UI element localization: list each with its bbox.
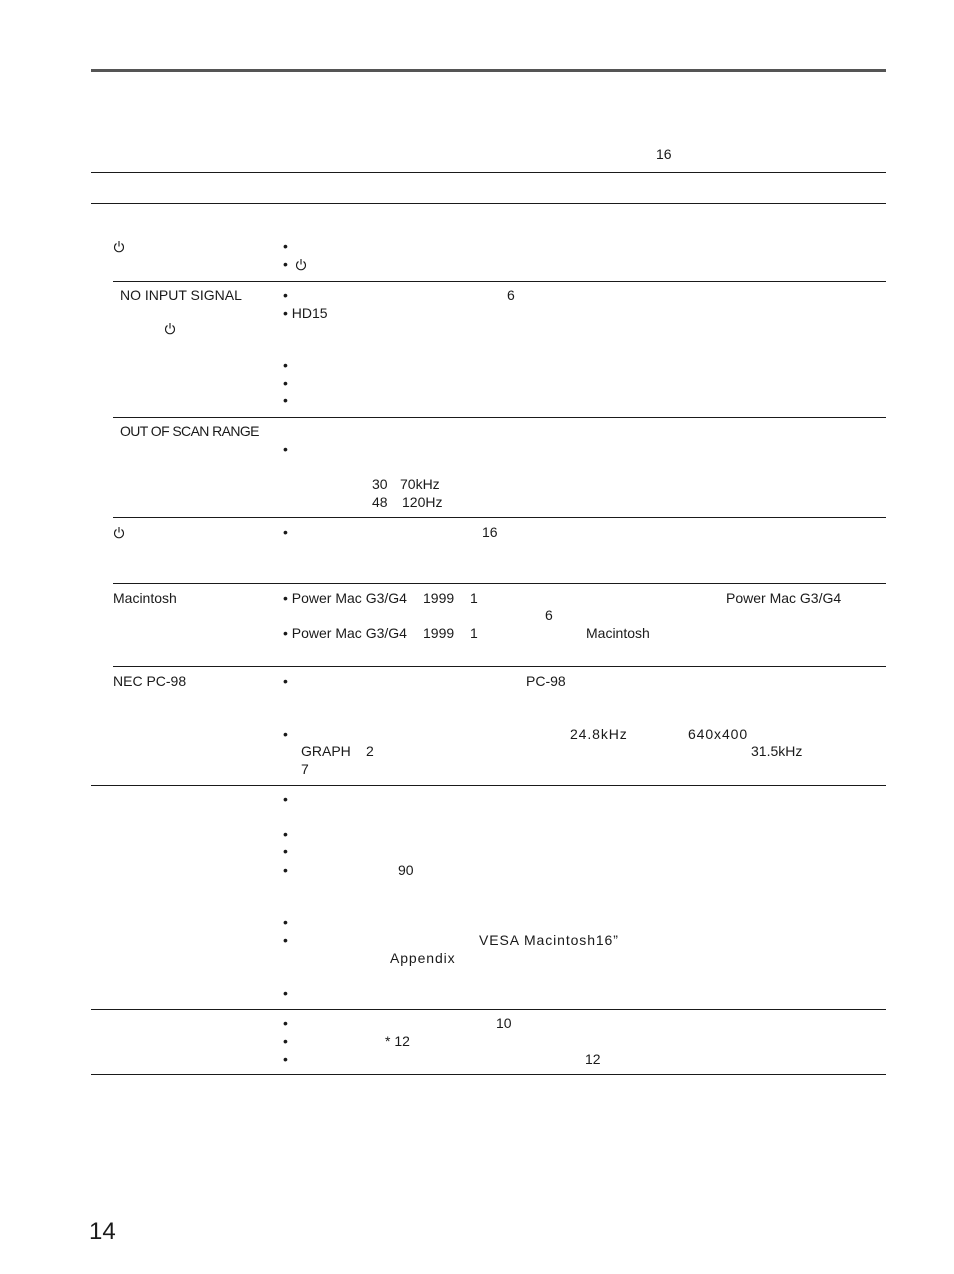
row7-bullet-1: •: [283, 791, 288, 807]
row7-vesa: VESA Macintosh16”: [479, 932, 619, 948]
top-rule: [91, 69, 886, 72]
row7-bullet-3: •: [283, 843, 288, 859]
row6-pc98: PC-98: [526, 673, 566, 689]
row6-graph: GRAPH: [301, 743, 351, 759]
row2-bullet-hd15: • HD15: [283, 305, 328, 321]
row2-ref-6: 6: [507, 287, 515, 303]
section-divider: [91, 1009, 886, 1010]
row7-bullet-7: •: [283, 985, 288, 1001]
row6-khz2: 31.5kHz: [751, 743, 803, 759]
row2-bullet-4: •: [283, 375, 288, 391]
row8-ref-10: 10: [496, 1015, 512, 1031]
row3-h-30: 30: [372, 476, 388, 492]
row5-bullet-2: • Power Mac G3/G4: [283, 625, 407, 641]
row5-macintosh: Macintosh: [586, 625, 650, 641]
table-header-top-rule: [91, 172, 886, 173]
row6-graph-2: 2: [366, 743, 374, 759]
header-ref-page: 16: [656, 146, 672, 162]
row5-ref-6: 6: [545, 607, 553, 623]
row-divider: [113, 583, 886, 584]
row-divider: [113, 666, 886, 667]
row2-bullet-1: •: [283, 287, 288, 303]
row7-bullet-4: •: [283, 862, 288, 878]
row1-bullet-2: •: [283, 256, 288, 272]
row7-bullet-6: •: [283, 932, 288, 948]
page-number: 14: [89, 1218, 116, 1245]
row4-bullet-1: •: [283, 524, 288, 540]
row5-year-2: 1999: [423, 625, 455, 641]
row3-v-120: 120Hz: [402, 494, 443, 510]
row3-h-70: 70kHz: [400, 476, 440, 492]
row5-label: Macintosh: [113, 590, 177, 606]
table-header-bottom-rule: [91, 203, 886, 204]
row1-bullet-1: •: [283, 238, 288, 254]
row6-resolution: 640x400: [688, 726, 749, 742]
row7-bullet-5: •: [283, 914, 288, 930]
row5-num-2: 1: [470, 625, 478, 641]
row8-bullet-2: •: [283, 1033, 288, 1049]
row6-bullet-2: •: [283, 726, 288, 742]
row8-bullet-3: •: [283, 1051, 288, 1067]
row5-num-1: 1: [470, 590, 478, 606]
row6-seven: 7: [301, 761, 309, 777]
row8-note: * 12: [385, 1033, 410, 1049]
section-divider: [91, 785, 886, 786]
power-icon: [295, 258, 307, 271]
row7-appendix: Appendix: [390, 950, 456, 966]
row2-bullet-5: •: [283, 392, 288, 408]
power-icon: [113, 240, 125, 253]
row2-bullet-3: •: [283, 357, 288, 373]
row5-year-1: 1999: [423, 590, 455, 606]
row7-n90: 90: [398, 862, 414, 878]
row3-bullet-1: •: [283, 441, 288, 457]
row8-bullet-1: •: [283, 1015, 288, 1031]
row3-label: OUT OF SCAN RANGE: [120, 423, 259, 439]
row-divider: [113, 417, 886, 418]
row-divider: [113, 281, 886, 282]
table-bottom-rule: [91, 1074, 886, 1075]
row8-ref-12: 12: [585, 1051, 601, 1067]
row6-khz: 24.8kHz: [570, 726, 628, 742]
row-divider: [113, 517, 886, 518]
row7-bullet-2: •: [283, 826, 288, 842]
row6-label: NEC PC-98: [113, 673, 187, 689]
row3-v-48: 48: [372, 494, 388, 510]
row5-bullet-1: • Power Mac G3/G4: [283, 590, 407, 606]
row5-powermac: Power Mac G3/G4: [726, 590, 842, 606]
row6-bullet-1: •: [283, 673, 288, 689]
power-icon: [164, 322, 176, 335]
row4-ref-16: 16: [482, 524, 498, 540]
row2-label: NO INPUT SIGNAL: [120, 287, 242, 303]
power-icon: [113, 526, 125, 539]
